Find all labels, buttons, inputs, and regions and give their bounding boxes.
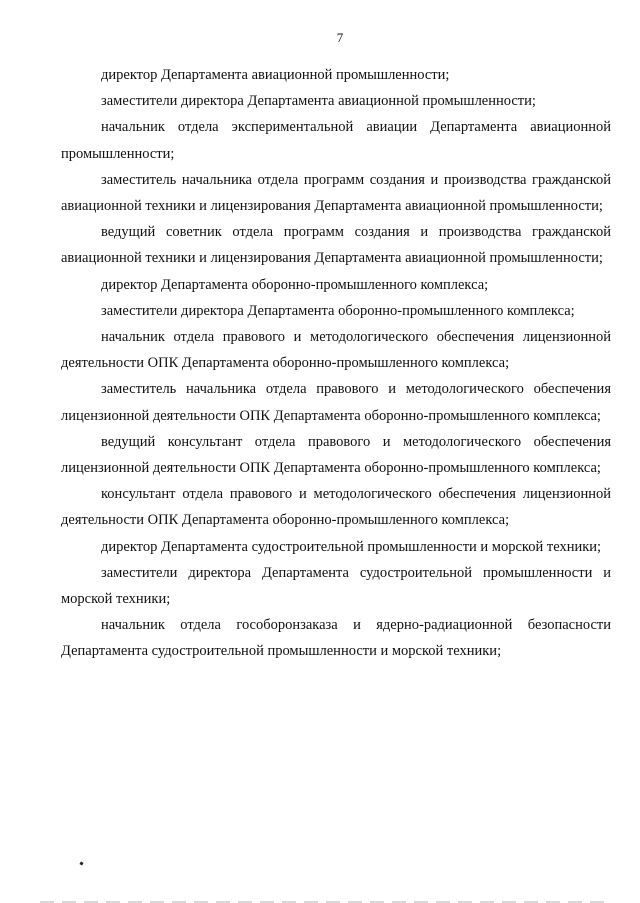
list-item: директор Департамента оборонно-промышленного комплекса; (101, 276, 489, 293)
list-item: начальник отдела правового и методологического обеспечения лицензионной деятельности ОПК Департамента оборонно-промышленного комплекса; (61, 329, 611, 372)
list-item: заместители директора Департамента авиационной промышленности; (101, 93, 536, 110)
list-item: заместители директора Департамента оборонно-промышленного комплекса; (101, 302, 575, 319)
list-item: ведущий консультант отдела правового и методологического обеспечения лицензионной деятельности ОПК Департамента оборонно-промышленного комплекса; (61, 433, 611, 477)
list-item: заместитель начальника отдела программ создания и производства гражданской авиационной техники и лицензирования Департамента авиационной промышленности; (61, 171, 611, 215)
list-item: заместитель начальника отдела правового и методологического обеспечения лицензионной деятельности ОПК Департамента оборонно-промышленного комплекса; (61, 381, 611, 424)
list-item: директор Департамента судостроительной промышленности и морской техники; (101, 538, 602, 555)
list-item: заместители директора Департамента судостроительной промышленности и морской техники; (61, 564, 611, 608)
list-item: начальник отдела экспериментальной авиации Департамента авиационной промышленности; (61, 119, 611, 162)
page-number: 7 (336, 30, 344, 45)
scan-mark (79, 861, 83, 865)
list-item: директор Департамента авиационной промышленности; (101, 67, 450, 83)
list-item: консультант отдела правового и методологического обеспечения лицензионной деятельности ОПК Департамента оборонно-промышленного комплекса; (61, 486, 611, 529)
document-body (61, 62, 611, 665)
list-item: начальник отдела гособоронзаказа и ядерно-радиационной безопасности Департамента судостроительной промышленности и морской техники; (61, 617, 611, 660)
list-item: ведущий советник отдела программ создания и производства гражданской авиационной техники и лицензирования Департамента авиационной промышленности; (61, 224, 611, 267)
